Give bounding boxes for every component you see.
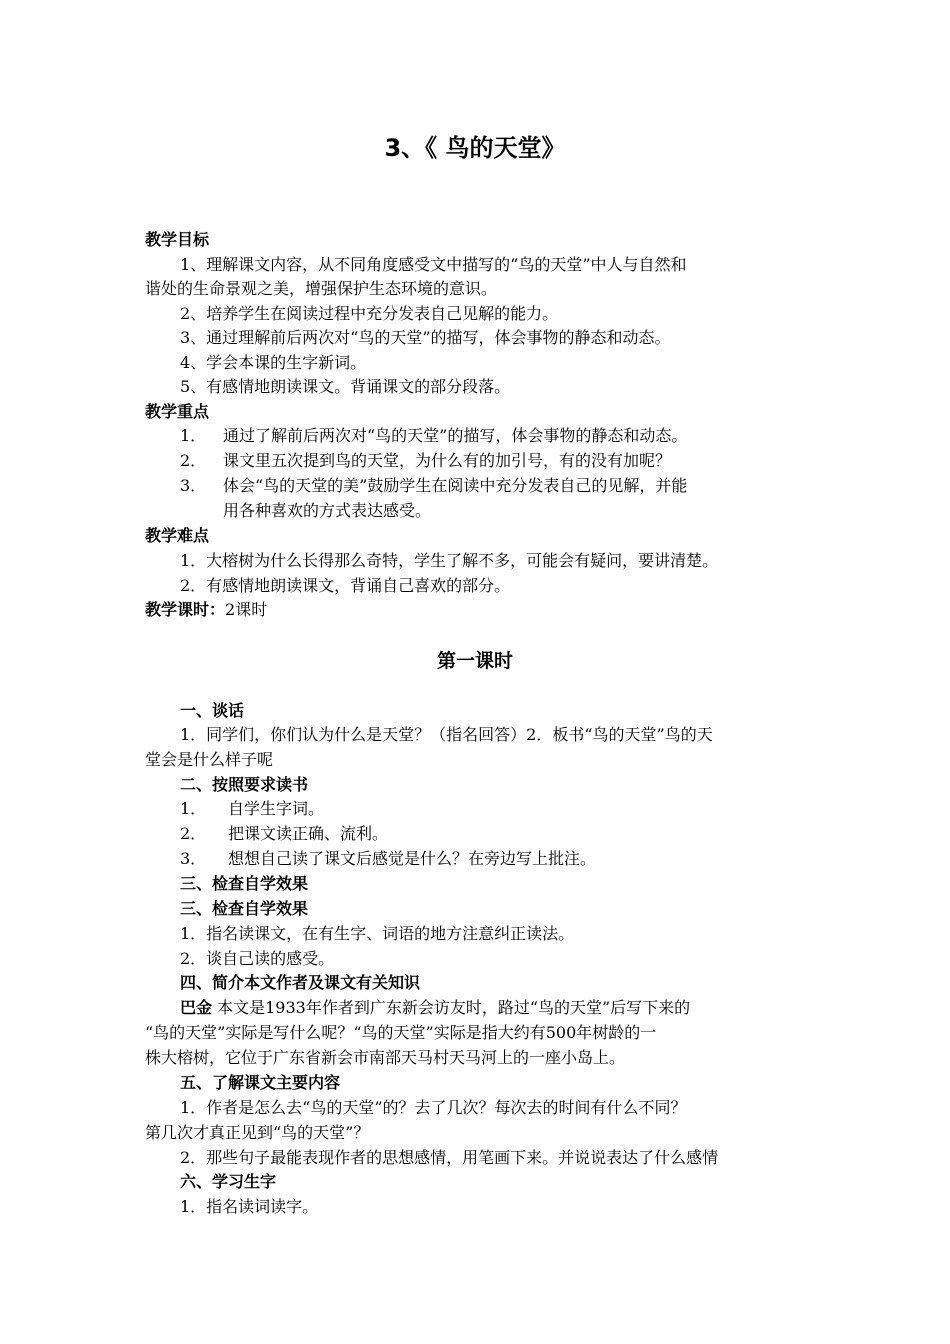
section5-heading: 五、了解课文主要内容 bbox=[180, 1073, 341, 1092]
section4-line-2: “鸟的天堂”实际是写什么呢？“鸟的天堂”实际是指大约有500年树龄的一 bbox=[145, 1023, 657, 1042]
list-number: 2． bbox=[180, 451, 207, 470]
goal-item-2: 2、培养学生在阅读过程中充分发表自己见解的能力。 bbox=[180, 304, 559, 323]
section4-text: 本文是1933年作者到广东新会访友时，路过“鸟的天堂”后写下来的 bbox=[212, 998, 691, 1017]
lesson1-title: 第一课时 bbox=[436, 650, 513, 672]
section2-item-1 bbox=[180, 796, 810, 821]
key-point-item-1 bbox=[180, 423, 810, 448]
list-text: 通过了解前后两次对“鸟的天堂”的描写，体会事物的静态和动态。 bbox=[223, 426, 688, 445]
list-text: 想想自己读了课文后感觉是什么？在旁边写上批注。 bbox=[228, 849, 597, 868]
list-text: 课文里五次提到鸟的天堂，为什么有的加引号，有的没有加呢？ bbox=[223, 451, 672, 470]
section4-heading: 四、简介本文作者及课文有关知识 bbox=[180, 973, 421, 992]
key-point-item-3 bbox=[180, 473, 810, 498]
section3-heading: 三、检查自学效果 bbox=[180, 899, 309, 918]
section5-item-1-cont: 第几次才真正见到“鸟的天堂”？ bbox=[145, 1123, 370, 1142]
list-number: 1． bbox=[180, 799, 207, 818]
list-number: 3． bbox=[180, 849, 207, 868]
key-point-item-2 bbox=[180, 448, 810, 473]
goal-item-4: 4、学会本课的生字新词。 bbox=[180, 353, 367, 372]
difficulty-item-2: 2．有感情地朗读课文，背诵自己喜欢的部分。 bbox=[180, 576, 511, 595]
lesson-hours bbox=[145, 597, 810, 622]
section2-item-3 bbox=[180, 846, 810, 871]
document-title: 3、《 鸟的天堂》 bbox=[384, 134, 566, 162]
section3-item-2: 2．谈自己读的感受。 bbox=[180, 949, 335, 968]
goal-item-1: 1、理解课文内容，从不同角度感受文中描写的“鸟的天堂”中人与自然和 bbox=[180, 255, 687, 274]
goal-item-1-cont: 谐处的生命景观之美，增强保护生态环境的意识。 bbox=[145, 279, 498, 298]
goal-item-5: 5、有感情地朗读课文。背诵课文的部分段落。 bbox=[180, 377, 511, 396]
list-number: 1． bbox=[180, 426, 207, 445]
list-text: 把课文读正确、流利。 bbox=[228, 824, 389, 843]
section5-item-1: 1．作者是怎么去“鸟的天堂”的？去了几次？每次去的时间有什么不同？ bbox=[180, 1098, 687, 1117]
section4-line bbox=[180, 995, 810, 1020]
list-number: 3． bbox=[180, 476, 207, 495]
key-point-item-3-cont: 用各种喜欢的方式表达感受。 bbox=[223, 501, 432, 520]
lesson-hours-label: 教学课时： bbox=[145, 600, 226, 619]
section3-item-1: 1．指名读课文，在有生字、词语的地方注意纠正读法。 bbox=[180, 924, 575, 943]
author-name: 巴金 bbox=[180, 998, 213, 1017]
list-text: 体会“鸟的天堂的美”鼓励学生在阅读中充分发表自己的见解，并能 bbox=[223, 476, 688, 495]
difficulty-item-1: 1．大榕树为什么长得那么奇特，学生了解不多，可能会有疑问，要讲清楚。 bbox=[180, 551, 719, 570]
section1-heading: 一、谈话 bbox=[180, 701, 245, 720]
list-number: 2． bbox=[180, 824, 207, 843]
goals-heading: 教学目标 bbox=[145, 230, 210, 249]
section6-heading: 六、学习生字 bbox=[180, 1172, 277, 1191]
list-text: 自学生字词。 bbox=[228, 799, 325, 818]
section1-line: 1．同学们，你们认为什么是天堂？（指名回答）2．板书“鸟的天堂”鸟的天 bbox=[180, 725, 713, 744]
key-points-heading: 教学重点 bbox=[145, 402, 210, 421]
section1-line-cont: 堂会是什么样子呢 bbox=[145, 750, 274, 769]
lesson-hours-value: 2课时 bbox=[225, 600, 268, 619]
section2-heading: 二、按照要求读书 bbox=[180, 775, 309, 794]
section3-heading-duplicate: 三、检查自学效果 bbox=[180, 874, 309, 893]
section6-item-1: 1．指名读词读字。 bbox=[180, 1197, 319, 1216]
section2-item-2 bbox=[180, 821, 810, 846]
goal-item-3: 3、通过理解前后两次对“鸟的天堂”的描写，体会事物的静态和动态。 bbox=[180, 328, 671, 347]
section4-line-3: 株大榕树，它位于广东省新会市南部天马村天马河上的一座小岛上。 bbox=[145, 1048, 626, 1067]
section5-item-2: 2．那些句子最能表现作者的思想感情，用笔画下来。并说说表达了什么感情 bbox=[180, 1148, 719, 1167]
difficulties-heading: 教学难点 bbox=[145, 526, 210, 545]
